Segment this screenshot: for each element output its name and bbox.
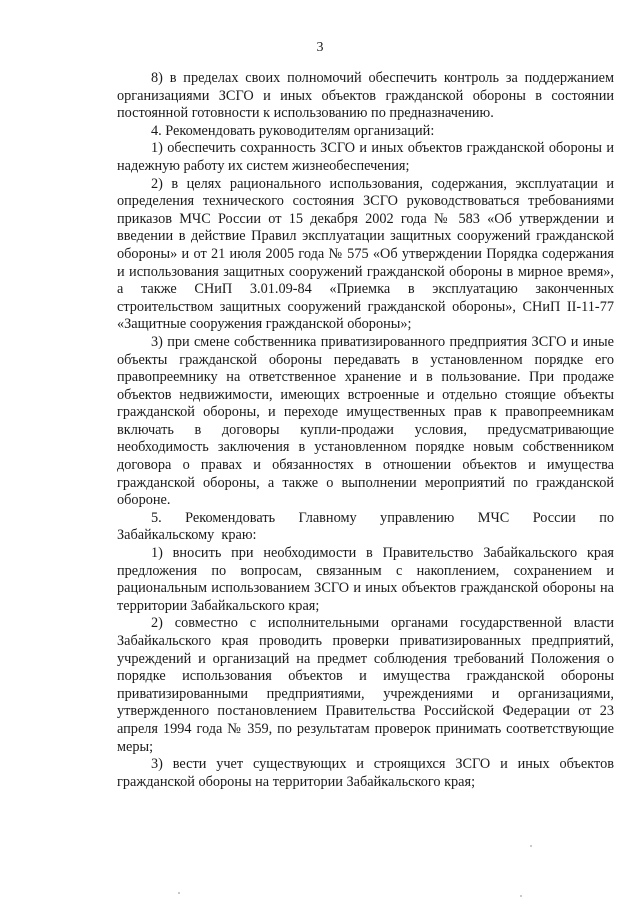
scan-speck <box>178 892 180 894</box>
paragraph-5-3: 3) вести учет существующих и строящихся ЗСГО и иных объектов гражданской обороны на территории Забайкальского края; <box>117 756 614 790</box>
paragraph-item-8: 8) в пределах своих полномочий обеспечить контроль за поддержанием организациями ЗСГО и иных объектов гражданской обороны в состоянии постоянной готовности к использованию по предназначению. <box>117 70 614 122</box>
page-number: 3 <box>316 40 324 55</box>
paragraph-5-2: 2) совместно с исполнительными органами государственной власти Забайкальского края проводить проверки приватизированных предприятий, учреждений и организаций на предмет соблюдения требований Положения о порядке использования объектов и имущества гражданской обороны приватизированными предприятиями, учреждениями и организациями, утвержденного постановлением Правительства Российской Федерации от 23 апреля 1994 года № 359, по результатам проверок принимать соответствующие меры; <box>117 615 614 755</box>
section-5-heading: 5. Рекомендовать Главному управлению МЧС России по Забайкальскому краю: <box>117 509 614 544</box>
document-body <box>117 70 614 791</box>
section-4-heading: 4. Рекомендовать руководителям организаций: <box>151 122 435 139</box>
paragraph-5-1: 1) вносить при необходимости в Правительство Забайкальского края предложения по вопросам, связанным с накоплением, сохранением и рациональным использованием ЗСГО и иных объектов гражданской обороны на территории Забайкальского края; <box>117 545 614 614</box>
paragraph-4-1: 1) обеспечить сохранность ЗСГО и иных объектов гражданской обороны и надежную работу их систем жизнеобеспечения; <box>117 140 614 174</box>
scan-speck <box>520 895 522 897</box>
paragraph-4-3: 3) при смене собственника приватизированного предприятия ЗСГО и иные объекты гражданской обороны передавать в установленном порядке его правопреемнику на ответственное хранение и в пользование. При продаже объектов недвижимости, имеющих встроенные и отдельно стоящие объекты гражданской обороны, и переходе имущественных прав к правопреемникам включать в договоры купли-продажи условия, предусматривающие необходимость заключения в установленном порядке новым собственником договора о правах и обязанностях в отношении объектов и имущества гражданской обороны, а также о выполнении мероприятий по гражданской обороне. <box>117 333 614 509</box>
scan-speck <box>530 845 532 847</box>
paragraph-4-2: 2) в целях рационального использования, содержания, эксплуатации и определения технического состояния ЗСГО руководствоваться требованиями приказов МЧС России от 15 декабря 2002 года № 583 «Об утверждении и введении в действие Правил эксплуатации защитных сооружений гражданской обороны» и от 21 июля 2005 года № 575 «Об утверждении Порядка содержания и использования защитных сооружений гражданской обороны в мирное время», а также СНиП 3.01.09-84 «Приемка в эксплуатацию законченных строительством защитных сооружений гражданской обороны», СНиП II-11-77 «Защитные сооружения гражданской обороны»; <box>117 175 614 333</box>
